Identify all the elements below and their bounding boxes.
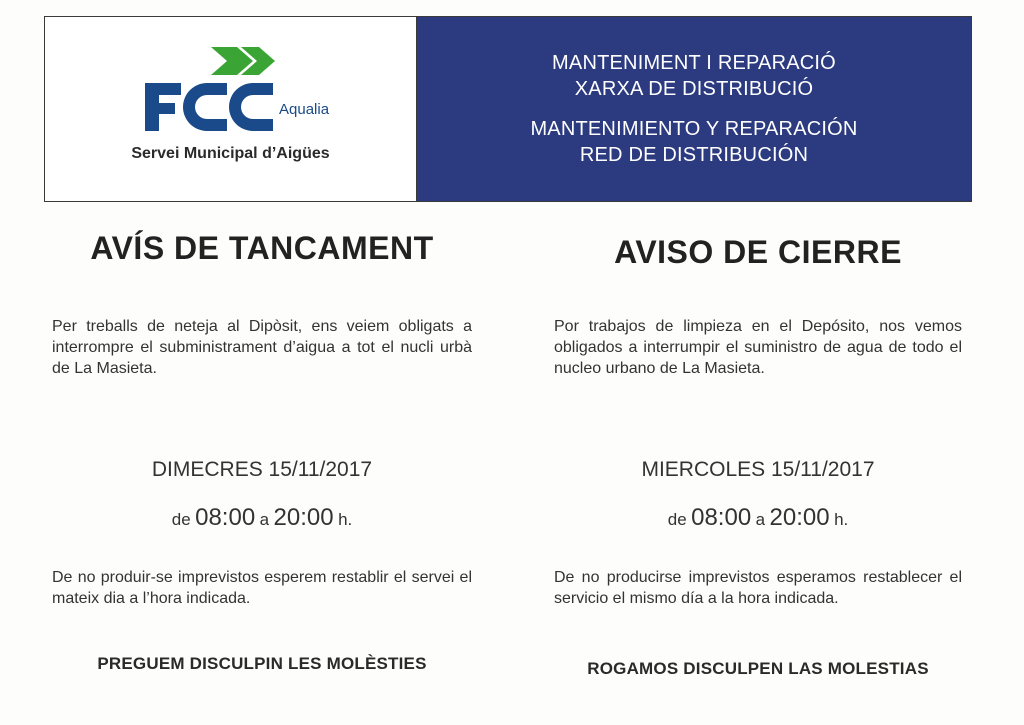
notice-heading-ca: AVÍS DE TANCAMENT <box>90 230 434 266</box>
time-end: 20:00 <box>769 504 830 531</box>
fcc-aqualia-logo <box>141 43 311 133</box>
reason-paragraph-ca: Per treballs de neteja al Dipòsit, ens veiem obligats a interrompre el subministrament d’aigua a tot el nucli urbà de La Masieta. <box>52 318 472 377</box>
title-spanish <box>530 116 857 168</box>
catalan-column <box>52 222 472 673</box>
apology-ca: PREGUEM DISCULPIN LES MOLÈSTIES <box>97 654 427 673</box>
time-from-word: de <box>171 510 191 529</box>
time-to-word: a <box>259 510 270 529</box>
title-es-line1: MANTENIMIENTO Y REPARACIÓN <box>530 118 858 140</box>
service-name: Servei Municipal d’Aigües <box>131 145 330 162</box>
title-ca-line2: XARXA DE DISTRIBUCIÓ <box>574 78 814 100</box>
title-es-line2: RED DE DISTRIBUCIÓN <box>579 144 809 166</box>
title-catalan <box>552 50 836 102</box>
closure-time-ca <box>52 504 472 532</box>
logo-panel <box>45 17 417 201</box>
time-start: 08:00 <box>195 504 256 531</box>
restore-paragraph-es: De no producirse imprevistos esperamos restablecer el servicio el mismo día a la hora indicada. <box>554 569 962 607</box>
logo-subtitle: Aqualia <box>279 101 330 118</box>
notice-heading-es: AVISO DE CIERRE <box>614 234 902 270</box>
title-band <box>417 17 971 201</box>
time-to-word: a <box>755 510 766 529</box>
time-suffix: h. <box>834 510 849 529</box>
logo-brand-text: FCC <box>141 43 144 44</box>
time-from-word: de <box>667 510 687 529</box>
title-ca-line1: MANTENIMENT I REPARACIÓ <box>552 52 836 74</box>
closure-date-es: MIERCOLES 15/11/2017 <box>641 458 875 481</box>
time-end: 20:00 <box>273 504 334 531</box>
restore-paragraph-ca: De no produir-se imprevistos esperem restablir el servei el mateix dia a l’hora indicada. <box>52 569 472 607</box>
closure-time-es <box>554 504 962 532</box>
apology-es: ROGAMOS DISCULPEN LAS MOLESTIAS <box>587 659 929 678</box>
time-start: 08:00 <box>691 504 752 531</box>
notice-header <box>44 16 972 202</box>
reason-paragraph-es: Por trabajos de limpieza en el Depósito, nos vemos obligados a interrumpir el suministro de agua de todo el nucleo urbano de La Masieta. <box>554 318 962 377</box>
time-suffix: h. <box>338 510 353 529</box>
closure-date-ca: DIMECRES 15/11/2017 <box>151 458 373 481</box>
spanish-column <box>554 222 962 678</box>
